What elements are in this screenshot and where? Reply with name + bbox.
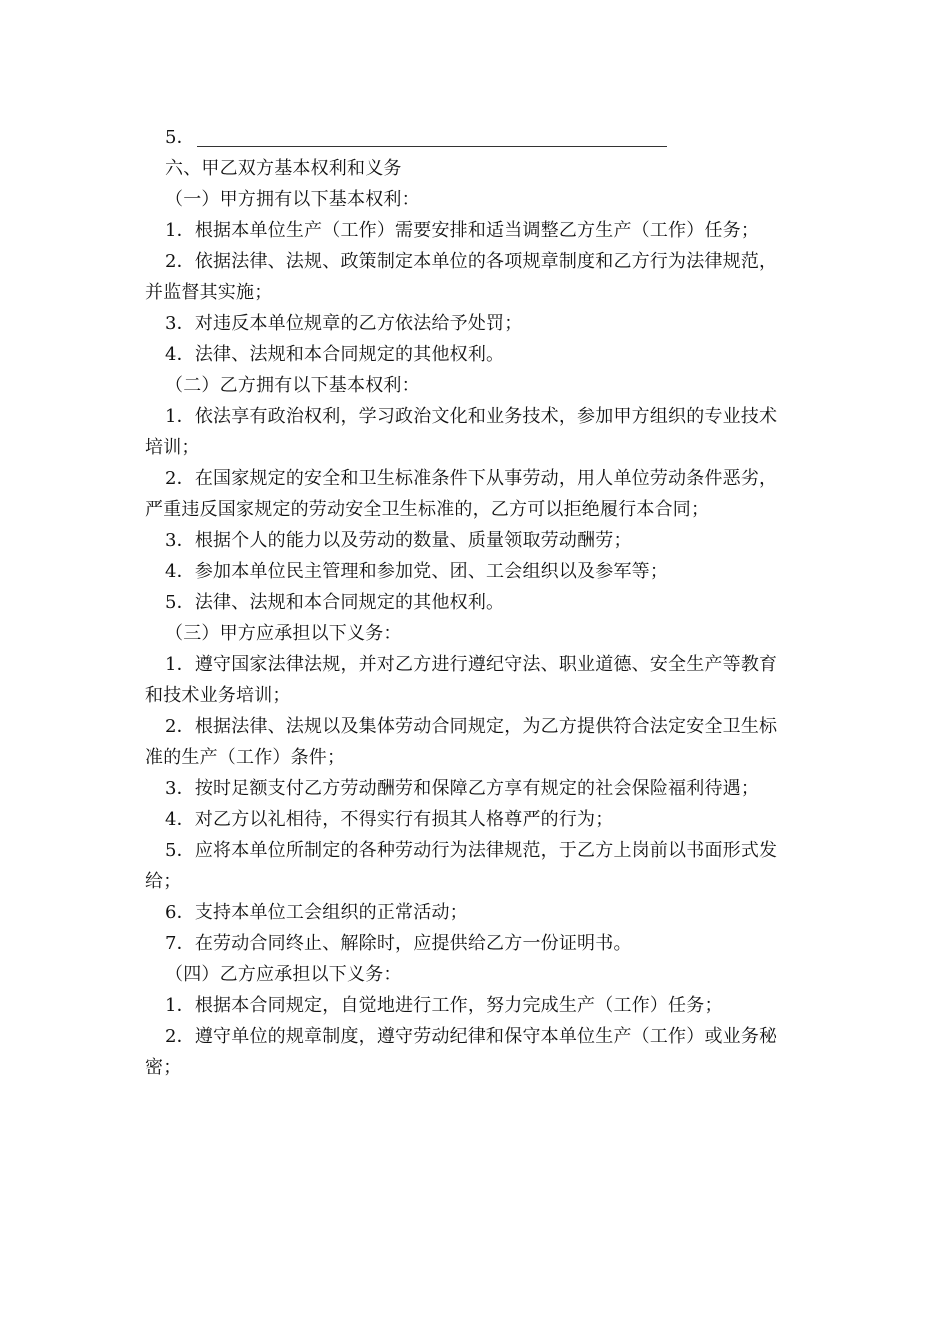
paragraph-line: 2．根据法律、法规以及集体劳动合同规定，为乙方提供符合法定安全卫生标 — [165, 716, 778, 737]
paragraph-line: 2．依据法律、法规、政策制定本单位的各项规章制度和乙方行为法律规范， — [165, 251, 778, 272]
paragraph-line: 5．应将本单位所制定的各种劳动行为法律规范，于乙方上岗前以书面形式发 — [165, 840, 778, 861]
paragraph-line: 2．遵守单位的规章制度，遵守劳动纪律和保守本单位生产（工作）或业务秘 — [165, 1026, 778, 1047]
paragraph-line: 1．根据本合同规定，自觉地进行工作，努力完成生产（工作）任务； — [165, 995, 723, 1016]
paragraph-line: 1．遵守国家法律法规，并对乙方进行遵纪守法、职业道德、安全生产等教育 — [165, 654, 778, 675]
paragraph-line: 1．依法享有政治权利，学习政治文化和业务技术，参加甲方组织的专业技术 — [165, 406, 778, 427]
paragraph-line-continued: 准的生产（工作）条件； — [145, 747, 346, 768]
paragraph-line: 4．法律、法规和本合同规定的其他权利。 — [165, 344, 505, 365]
paragraph-line: 1．根据本单位生产（工作）需要安排和适当调整乙方生产（工作）任务； — [165, 220, 760, 241]
paragraph-line: 3．根据个人的能力以及劳动的数量、质量领取劳动酬劳； — [165, 530, 632, 551]
fill-in-blank-line — [197, 128, 667, 147]
subsection-4-title: （四）乙方应承担以下义务： — [165, 964, 402, 985]
item-5-label: 5． — [165, 127, 195, 148]
subsection-2-title: （二）乙方拥有以下基本权利： — [165, 375, 420, 396]
paragraph-line: 3．对违反本单位规章的乙方依法给予处罚； — [165, 313, 523, 334]
document-content — [145, 122, 815, 1083]
section-six-title: 六、甲乙双方基本权利和义务 — [165, 158, 402, 179]
item-5-blank — [145, 122, 815, 153]
paragraph-line: 4．对乙方以礼相待，不得实行有损其人格尊严的行为； — [165, 809, 614, 830]
paragraph-line-continued: 培训； — [145, 437, 200, 458]
paragraph-line: 4．参加本单位民主管理和参加党、团、工会组织以及参军等； — [165, 561, 669, 582]
paragraph-line-continued: 严重违反国家规定的劳动安全卫生标准的，乙方可以拒绝履行本合同； — [145, 499, 710, 520]
paragraph-line-continued: 并监督其实施； — [145, 282, 273, 303]
subsection-1-title: （一）甲方拥有以下基本权利： — [165, 189, 420, 210]
subsection-3-title: （三）甲方应承担以下义务： — [165, 623, 402, 644]
paragraph-line-continued: 密； — [145, 1057, 182, 1078]
paragraph-line-continued: 给； — [145, 871, 182, 892]
paragraph-line: 3．按时足额支付乙方劳动酬劳和保障乙方享有规定的社会保险福利待遇； — [165, 778, 760, 799]
paragraph-line: 2．在国家规定的安全和卫生标准条件下从事劳动，用人单位劳动条件恶劣， — [165, 468, 778, 489]
paragraph-line: 6．支持本单位工会组织的正常活动； — [165, 902, 468, 923]
paragraph-line-continued: 和技术业务培训； — [145, 685, 291, 706]
paragraph-line: 7．在劳动合同终止、解除时，应提供给乙方一份证明书。 — [165, 933, 632, 954]
paragraph-line: 5．法律、法规和本合同规定的其他权利。 — [165, 592, 505, 613]
